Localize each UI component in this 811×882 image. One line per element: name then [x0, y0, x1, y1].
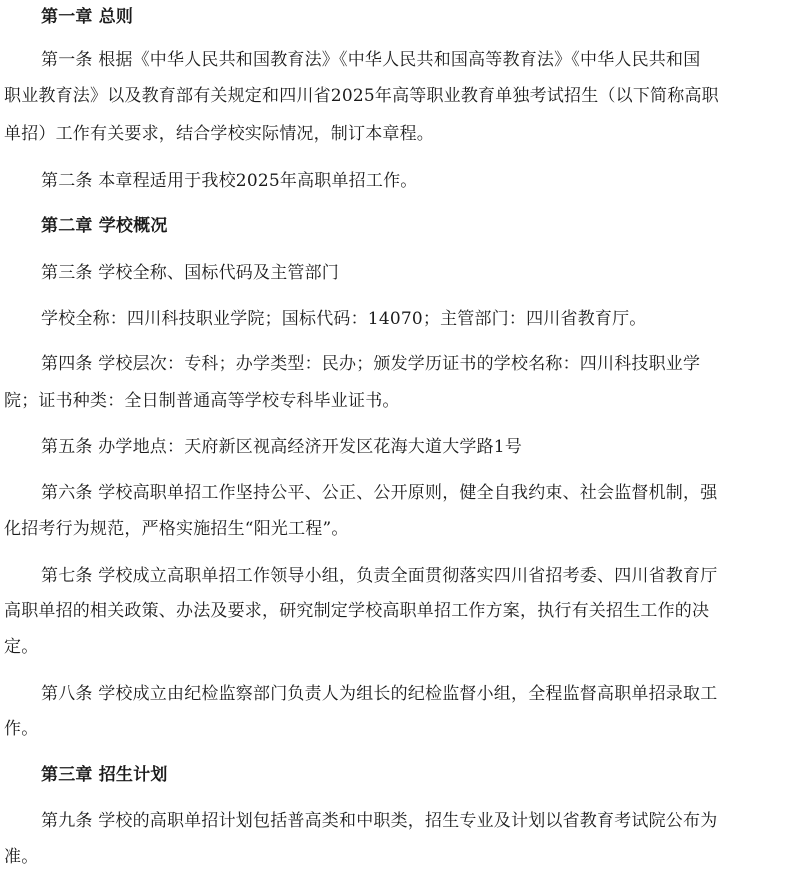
article-2: 第二条 本章程适用于我校2025年高职单招工作。	[41, 171, 418, 191]
article-4-line-1: 第四条 学校层次：专科；办学类型：民办；颁发学历证书的学校名称：四川科技职业学	[41, 354, 701, 374]
article-9-line-2: 准。	[4, 847, 39, 867]
article-1-line-3: 单招）工作有关要求，结合学校实际情况，制订本章程。	[4, 124, 434, 144]
article-3: 第三条 学校全称、国标代码及主管部门	[41, 263, 340, 283]
article-3-detail: 学校全称：四川科技职业学院；国标代码：14070；主管部门：四川省教育厅。	[41, 309, 647, 329]
chapter-1-heading: 第一章 总则	[41, 7, 134, 27]
article-1-line-2: 职业教育法》以及教育部有关规定和四川省2025年高等职业教育单独考试招生（以下简称高职	[4, 86, 719, 106]
article-6-line-1: 第六条 学校高职单招工作坚持公平、公正、公开原则，健全自我约束、社会监督机制，强	[41, 483, 718, 503]
article-6-line-2: 化招考行为规范，严格实施招生“阳光工程”。	[4, 519, 349, 539]
article-5: 第五条 办学地点：天府新区视高经济开发区花海大道大学路1号	[41, 437, 523, 457]
chapter-2-heading: 第二章 学校概况	[41, 216, 168, 236]
article-8-line-2: 作。	[4, 719, 39, 739]
article-7-line-3: 定。	[4, 637, 39, 657]
article-1-line-1: 第一条 根据《中华人民共和国教育法》《中华人民共和国高等教育法》《中华人民共和国	[41, 50, 701, 70]
article-7-line-1: 第七条 学校成立高职单招工作领导小组，负责全面贯彻落实四川省招考委、四川省教育厅	[41, 566, 718, 586]
article-9-line-1: 第九条 学校的高职单招计划包括普高类和中职类，招生专业及计划以省教育考试院公布为	[41, 811, 718, 831]
article-8-line-1: 第八条 学校成立由纪检监察部门负责人为组长的纪检监督小组，全程监督高职单招录取工	[41, 684, 718, 704]
chapter-3-heading: 第三章 招生计划	[41, 765, 168, 785]
article-4-line-2: 院；证书种类：全日制普通高等学校专科毕业证书。	[4, 391, 400, 411]
article-7-line-2: 高职单招的相关政策、办法及要求，研究制定学校高职单招工作方案，执行有关招生工作的决	[4, 601, 710, 621]
